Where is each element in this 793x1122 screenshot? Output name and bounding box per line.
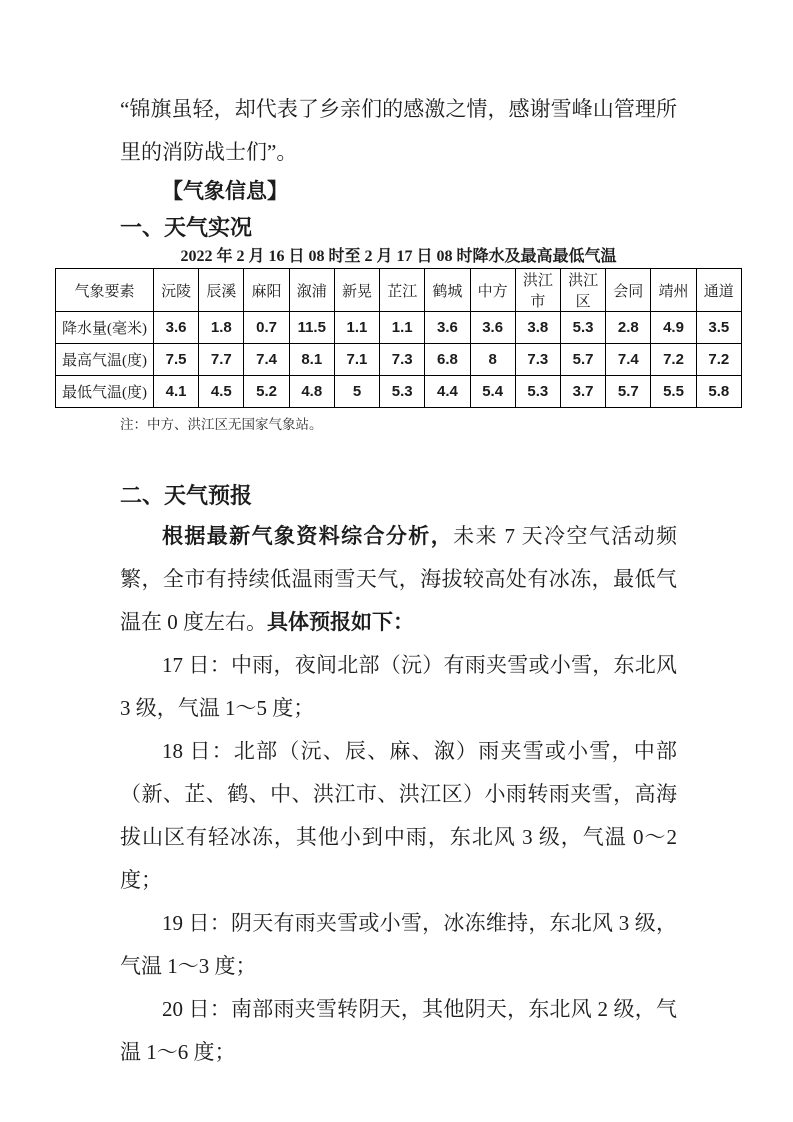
table-cell: 5.7 [606,376,651,408]
weather-table-title: 2022 年 2 月 16 日 08 时至 2 月 17 日 08 时降水及最高最低气温 [180,248,617,265]
forecast-intro-bold-lead: 根据最新气象资料综合分析， [162,524,454,548]
table-col-header: 气象要素 [56,269,154,312]
table-cell: 5.8 [696,376,741,408]
section-1-weather-actuals-heading: 一、天气实况 [120,215,253,240]
table-cell: 3.6 [470,312,515,344]
table-cell: 7.3 [515,344,560,376]
forecast-intro-bold-tail: 具体预报如下： [267,610,414,634]
table-cell: 8.1 [289,344,334,376]
table-cell: 2.8 [606,312,651,344]
table-cell: 11.5 [289,312,334,344]
table-cell: 3.8 [515,312,560,344]
table-col-header: 溆浦 [289,269,334,312]
weather-table-head [56,269,742,312]
table-cell: 5.3 [380,376,425,408]
table-row [56,376,742,408]
table-cell: 7.4 [244,344,289,376]
table-cell: 7.1 [334,344,379,376]
intro-paragraph: “锦旗虽轻，却代表了乡亲们的感激之情，感谢雪峰山管理所里的消防战士们”。 [120,97,677,164]
table-cell: 5.3 [515,376,560,408]
meteorology-info-heading: 【气象信息】 [162,180,288,203]
table-cell: 7.3 [380,344,425,376]
table-col-header: 鹤城 [425,269,470,312]
table-col-header: 洪江区 [560,269,605,312]
table-cell: 4.4 [425,376,470,408]
table-cell: 0.7 [244,312,289,344]
table-cell: 1.8 [199,312,244,344]
table-cell: 7.2 [696,344,741,376]
table-col-header: 会同 [606,269,651,312]
table-cell: 5.3 [560,312,605,344]
table-col-header: 芷江 [380,269,425,312]
table-cell: 8 [470,344,515,376]
table-col-header: 沅陵 [154,269,199,312]
table-col-header: 麻阳 [244,269,289,312]
table-row-label: 最低气温(度) [56,376,154,408]
table-cell: 4.5 [199,376,244,408]
section-2-weather-forecast-heading: 二、天气预报 [120,483,253,508]
forecast-day-18: 18 日：北部（沅、辰、麻、溆）雨夹雪或小雪，中部（新、芷、鹤、中、洪江市、洪江区）小雨转雨夹雪，高海拔山区有轻冰冻，其他小到中雨，东北风 3 级，气温 0～2 度； [120,739,677,892]
table-cell: 4.9 [651,312,696,344]
table-cell: 3.6 [154,312,199,344]
table-cell: 5.2 [244,376,289,408]
table-row [56,344,742,376]
table-cell: 3.7 [560,376,605,408]
forecast-intro-body: 未来 7 天冷空气活动频繁，全市有持续低温雨雪天气，海拔较高处有冰冻，最低气温在 0 度左右。 [120,524,678,634]
forecast-day-17: 17 日：中雨，夜间北部（沅）有雨夹雪或小雪，东北风 3 级，气温 1～5 度； [120,653,677,720]
table-col-header: 新晃 [334,269,379,312]
forecast-intro-paragraph [120,515,677,644]
table-col-header: 通道 [696,269,741,312]
table-cell: 5.4 [470,376,515,408]
table-cell: 1.1 [334,312,379,344]
table-col-header: 洪江市 [515,269,560,312]
table-note: 注：中方、洪江区无国家气象站。 [120,417,323,432]
table-cell: 6.8 [425,344,470,376]
table-cell: 4.8 [289,376,334,408]
table-cell: 5.7 [560,344,605,376]
table-cell: 7.2 [651,344,696,376]
weather-table-body [56,312,742,408]
table-col-header: 辰溪 [199,269,244,312]
table-cell: 7.7 [199,344,244,376]
weather-table [55,268,742,408]
table-cell: 4.1 [154,376,199,408]
table-cell: 3.5 [696,312,741,344]
table-col-header: 靖州 [651,269,696,312]
forecast-day-20: 20 日：南部雨夹雪转阴天，其他阴天，东北风 2 级，气温 1～6 度； [120,997,677,1064]
table-cell: 5 [334,376,379,408]
forecast-day-19: 19 日：阴天有雨夹雪或小雪，冰冻维持，东北风 3 级，气温 1～3 度； [120,911,677,978]
table-cell: 7.5 [154,344,199,376]
table-row-label: 降水量(毫米) [56,312,154,344]
table-col-header: 中方 [470,269,515,312]
table-header-row [56,269,742,312]
table-row [56,312,742,344]
table-cell: 1.1 [380,312,425,344]
table-cell: 5.5 [651,376,696,408]
table-row-label: 最高气温(度) [56,344,154,376]
table-cell: 3.6 [425,312,470,344]
table-cell: 7.4 [606,344,651,376]
